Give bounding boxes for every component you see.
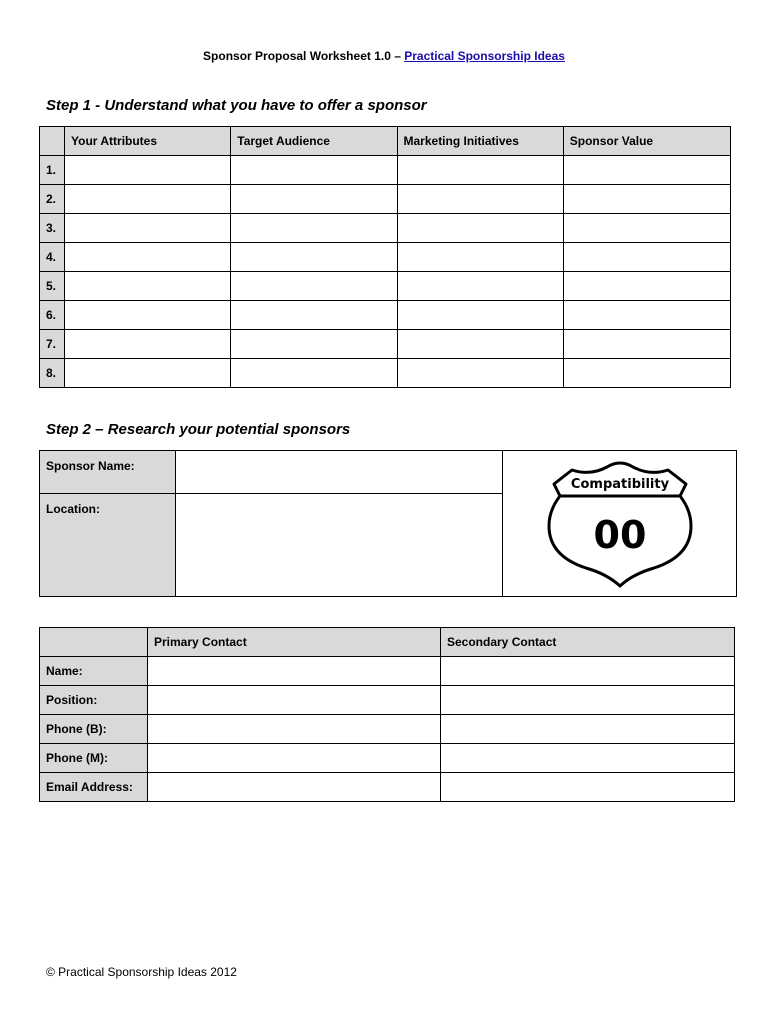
- secondary-contact-cell[interactable]: [441, 715, 735, 744]
- attributes-cell[interactable]: [65, 185, 231, 214]
- practical-sponsorship-ideas-link[interactable]: Practical Sponsorship Ideas: [404, 49, 565, 63]
- sponsor-value-cell[interactable]: [563, 330, 730, 359]
- sponsor-value-cell[interactable]: [563, 214, 730, 243]
- column-header: Marketing Initiatives: [397, 127, 563, 156]
- sponsor-name-row: [40, 451, 737, 494]
- sponsor-value-cell[interactable]: [563, 272, 730, 301]
- target-audience-cell[interactable]: [231, 243, 397, 272]
- table-row: [40, 359, 731, 388]
- worksheet-title: Sponsor Proposal Worksheet 1.0 –: [203, 49, 405, 63]
- table-row: [40, 156, 731, 185]
- marketing-initiatives-cell[interactable]: [397, 272, 563, 301]
- table-row: [40, 301, 731, 330]
- attributes-cell[interactable]: [65, 301, 231, 330]
- row-number: 5.: [40, 272, 65, 301]
- primary-contact-header: Primary Contact: [148, 628, 441, 657]
- location-label: Location:: [40, 494, 176, 597]
- secondary-contact-header: Secondary Contact: [441, 628, 735, 657]
- attributes-cell[interactable]: [65, 359, 231, 388]
- target-audience-cell[interactable]: [231, 156, 397, 185]
- row-label: Name:: [40, 657, 148, 686]
- row-label: Email Address:: [40, 773, 148, 802]
- row-number: 1.: [40, 156, 65, 185]
- step2-heading: Step 2 – Research your potential sponsors: [46, 421, 351, 438]
- compatibility-badge-cell: [503, 451, 737, 597]
- primary-contact-cell[interactable]: [148, 686, 441, 715]
- primary-contact-cell[interactable]: [148, 715, 441, 744]
- row-label: Phone (B):: [40, 715, 148, 744]
- contacts-header-row: [40, 628, 735, 657]
- target-audience-cell[interactable]: [231, 301, 397, 330]
- row-number: 6.: [40, 301, 65, 330]
- target-audience-cell[interactable]: [231, 359, 397, 388]
- table-row: [40, 330, 731, 359]
- sponsor-name-label: Sponsor Name:: [40, 451, 176, 494]
- attributes-cell[interactable]: [65, 243, 231, 272]
- target-audience-cell[interactable]: [231, 214, 397, 243]
- sponsor-value-cell[interactable]: [563, 301, 730, 330]
- attributes-cell[interactable]: [65, 272, 231, 301]
- sponsor-name-field[interactable]: [176, 451, 503, 494]
- secondary-contact-cell[interactable]: [441, 686, 735, 715]
- compatibility-shield-icon: [545, 454, 695, 590]
- attributes-cell[interactable]: [65, 156, 231, 185]
- marketing-initiatives-cell[interactable]: [397, 301, 563, 330]
- marketing-initiatives-cell[interactable]: [397, 330, 563, 359]
- target-audience-cell[interactable]: [231, 330, 397, 359]
- contacts-table: [39, 627, 735, 802]
- primary-contact-cell[interactable]: [148, 657, 441, 686]
- column-header: Target Audience: [231, 127, 397, 156]
- document-header: [0, 49, 768, 63]
- header-corner-cell: [40, 628, 148, 657]
- sponsor-value-cell[interactable]: [563, 243, 730, 272]
- row-number: 7.: [40, 330, 65, 359]
- marketing-initiatives-cell[interactable]: [397, 156, 563, 185]
- secondary-contact-cell[interactable]: [441, 657, 735, 686]
- secondary-contact-cell[interactable]: [441, 773, 735, 802]
- sponsor-value-cell[interactable]: [563, 156, 730, 185]
- column-header: Sponsor Value: [563, 127, 730, 156]
- target-audience-cell[interactable]: [231, 185, 397, 214]
- marketing-initiatives-cell[interactable]: [397, 214, 563, 243]
- sponsor-value-cell[interactable]: [563, 359, 730, 388]
- row-number: 8.: [40, 359, 65, 388]
- compatibility-label: Compatibility: [570, 477, 669, 492]
- table-row: [40, 214, 731, 243]
- table-row: [40, 243, 731, 272]
- header-corner-cell: [40, 127, 65, 156]
- target-audience-cell[interactable]: [231, 272, 397, 301]
- contact-row-phone-m: [40, 744, 735, 773]
- attributes-table: [39, 126, 731, 388]
- column-header: Your Attributes: [65, 127, 231, 156]
- sponsor-info-table: [39, 450, 737, 597]
- primary-contact-cell[interactable]: [148, 773, 441, 802]
- contact-row-name: [40, 657, 735, 686]
- secondary-contact-cell[interactable]: [441, 744, 735, 773]
- location-field[interactable]: [176, 494, 503, 597]
- row-label: Phone (M):: [40, 744, 148, 773]
- marketing-initiatives-cell[interactable]: [397, 243, 563, 272]
- table-row: [40, 272, 731, 301]
- step1-heading: Step 1 - Understand what you have to offer a sponsor: [46, 97, 427, 114]
- compatibility-score: 00: [593, 513, 646, 557]
- primary-contact-cell[interactable]: [148, 744, 441, 773]
- contact-row-email: [40, 773, 735, 802]
- contact-row-position: [40, 686, 735, 715]
- copyright-footer: © Practical Sponsorship Ideas 2012: [46, 965, 237, 979]
- attributes-cell[interactable]: [65, 330, 231, 359]
- attributes-cell[interactable]: [65, 214, 231, 243]
- row-label: Position:: [40, 686, 148, 715]
- marketing-initiatives-cell[interactable]: [397, 185, 563, 214]
- row-number: 3.: [40, 214, 65, 243]
- table-row: [40, 185, 731, 214]
- attributes-header-row: [40, 127, 731, 156]
- sponsor-value-cell[interactable]: [563, 185, 730, 214]
- row-number: 2.: [40, 185, 65, 214]
- contact-row-phone-b: [40, 715, 735, 744]
- row-number: 4.: [40, 243, 65, 272]
- marketing-initiatives-cell[interactable]: [397, 359, 563, 388]
